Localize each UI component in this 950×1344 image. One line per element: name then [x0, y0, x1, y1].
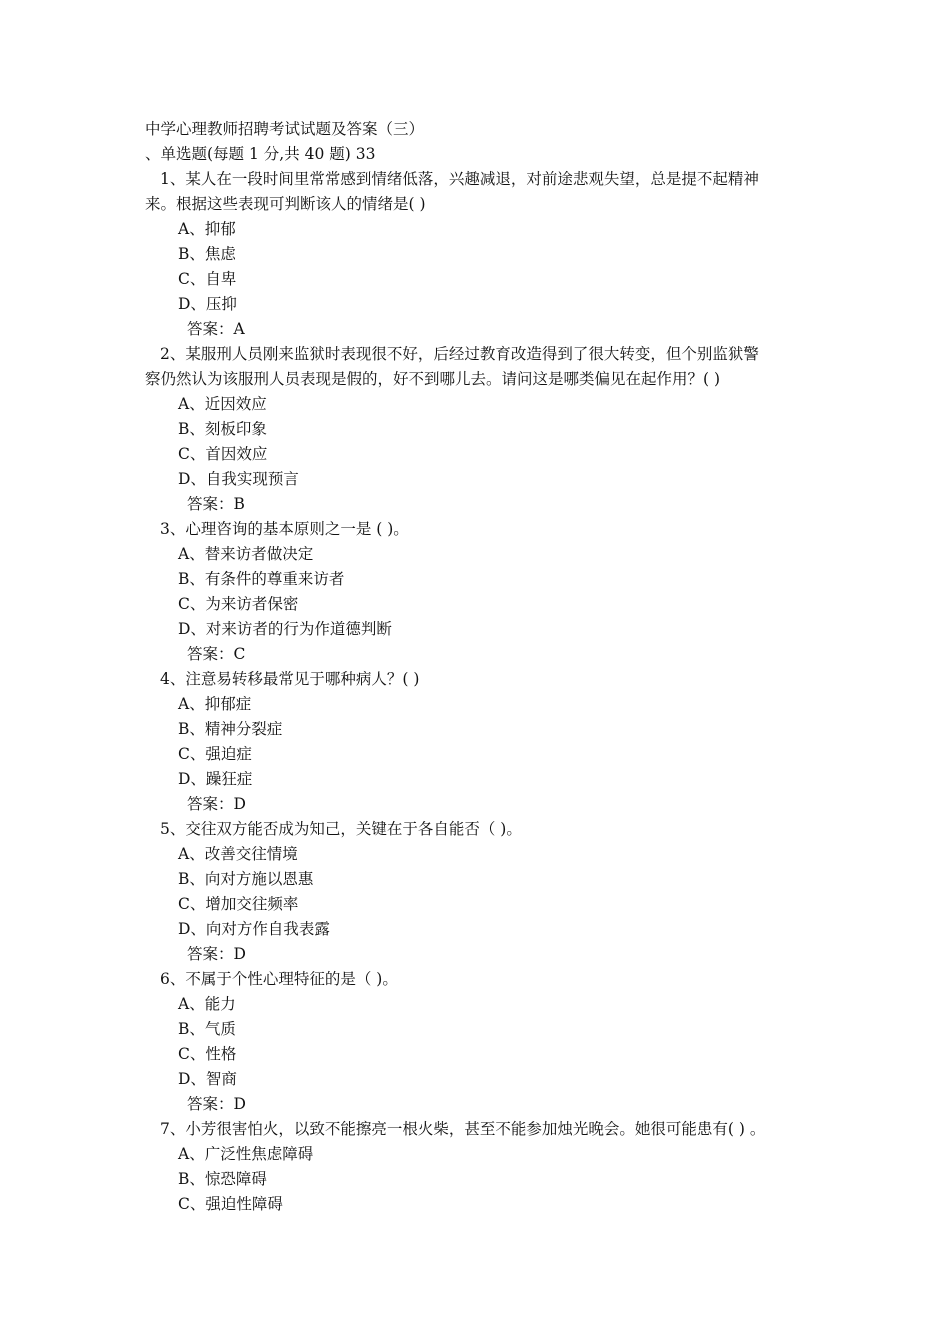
question-5-answer: 答案：D — [187, 945, 246, 963]
question-1-line-1: 1、某人在一段时间里常常感到情绪低落，兴趣减退，对前途悲观失望，总是提不起精神 — [160, 170, 759, 188]
question-5-option-b: B、向对方施以恩惠 — [178, 870, 314, 888]
question-1-option-c: C、自卑 — [178, 270, 237, 288]
question-1-option-d: D、压抑 — [178, 295, 237, 313]
question-1-option-a: A、抑郁 — [178, 220, 236, 238]
question-6-option-d: D、智商 — [178, 1070, 237, 1088]
question-5-option-d: D、向对方作自我表露 — [178, 920, 330, 938]
question-6-line-1: 6、不属于个性心理特征的是（ )。 — [160, 970, 398, 988]
question-5-line-1: 5、交往双方能否成为知己，关键在于各自能否（ )。 — [160, 820, 522, 838]
question-5-option-a: A、改善交往情境 — [178, 845, 298, 863]
question-2-line-1: 2、某服刑人员刚来监狱时表现很不好，后经过教育改造得到了很大转变，但个别监狱警 — [160, 345, 759, 363]
question-7-option-c: C、强迫性障碍 — [178, 1195, 283, 1213]
question-3-option-d: D、对来访者的行为作道德判断 — [178, 620, 392, 638]
question-1-answer: 答案：A — [187, 320, 245, 338]
question-5-option-c: C、增加交往频率 — [178, 895, 299, 913]
question-3-option-b: B、有条件的尊重来访者 — [178, 570, 345, 588]
question-7-line-1: 7、小芳很害怕火，以致不能擦亮一根火柴，甚至不能参加烛光晚会。她很可能患有( ) 。 — [160, 1120, 766, 1138]
question-4-option-d: D、躁狂症 — [178, 770, 253, 788]
question-4-answer: 答案：D — [187, 795, 246, 813]
question-2-answer: 答案：B — [187, 495, 245, 513]
question-6-answer: 答案：D — [187, 1095, 246, 1113]
question-2-line-2: 察仍然认为该服刑人员表现是假的，好不到哪儿去。请问这是哪类偏见在起作用？( ) — [145, 370, 721, 388]
question-3-answer: 答案：C — [187, 645, 246, 663]
question-7-option-b: B、惊恐障碍 — [178, 1170, 267, 1188]
question-4-option-c: C、强迫症 — [178, 745, 252, 763]
question-3-option-a: A、替来访者做决定 — [178, 545, 314, 563]
question-6-option-a: A、能力 — [178, 995, 236, 1013]
question-1-option-b: B、焦虑 — [178, 245, 236, 263]
question-2-option-c: C、首因效应 — [178, 445, 268, 463]
question-3-option-c: C、为来访者保密 — [178, 595, 299, 613]
question-6-option-b: B、气质 — [178, 1020, 236, 1038]
question-1-line-2: 来。根据这些表现可判断该人的情绪是( ) — [145, 195, 426, 213]
question-4-option-b: B、精神分裂症 — [178, 720, 283, 738]
question-2-option-d: D、自我实现预言 — [178, 470, 299, 488]
question-4-line-1: 4、注意易转移最常见于哪种病人？( ) — [160, 670, 420, 688]
question-3-line-1: 3、心理咨询的基本原则之一是 ( )。 — [160, 520, 409, 538]
section-heading: 、单选题(每题 1 分,共 40 题) 33 — [145, 145, 376, 163]
question-7-option-a: A、广泛性焦虑障碍 — [178, 1145, 314, 1163]
document-title: 中学心理教师招聘考试试题及答案（三） — [145, 120, 425, 138]
question-2-option-b: B、刻板印象 — [178, 420, 267, 438]
question-4-option-a: A、抑郁症 — [178, 695, 252, 713]
question-6-option-c: C、性格 — [178, 1045, 237, 1063]
question-2-option-a: A、近因效应 — [178, 395, 267, 413]
